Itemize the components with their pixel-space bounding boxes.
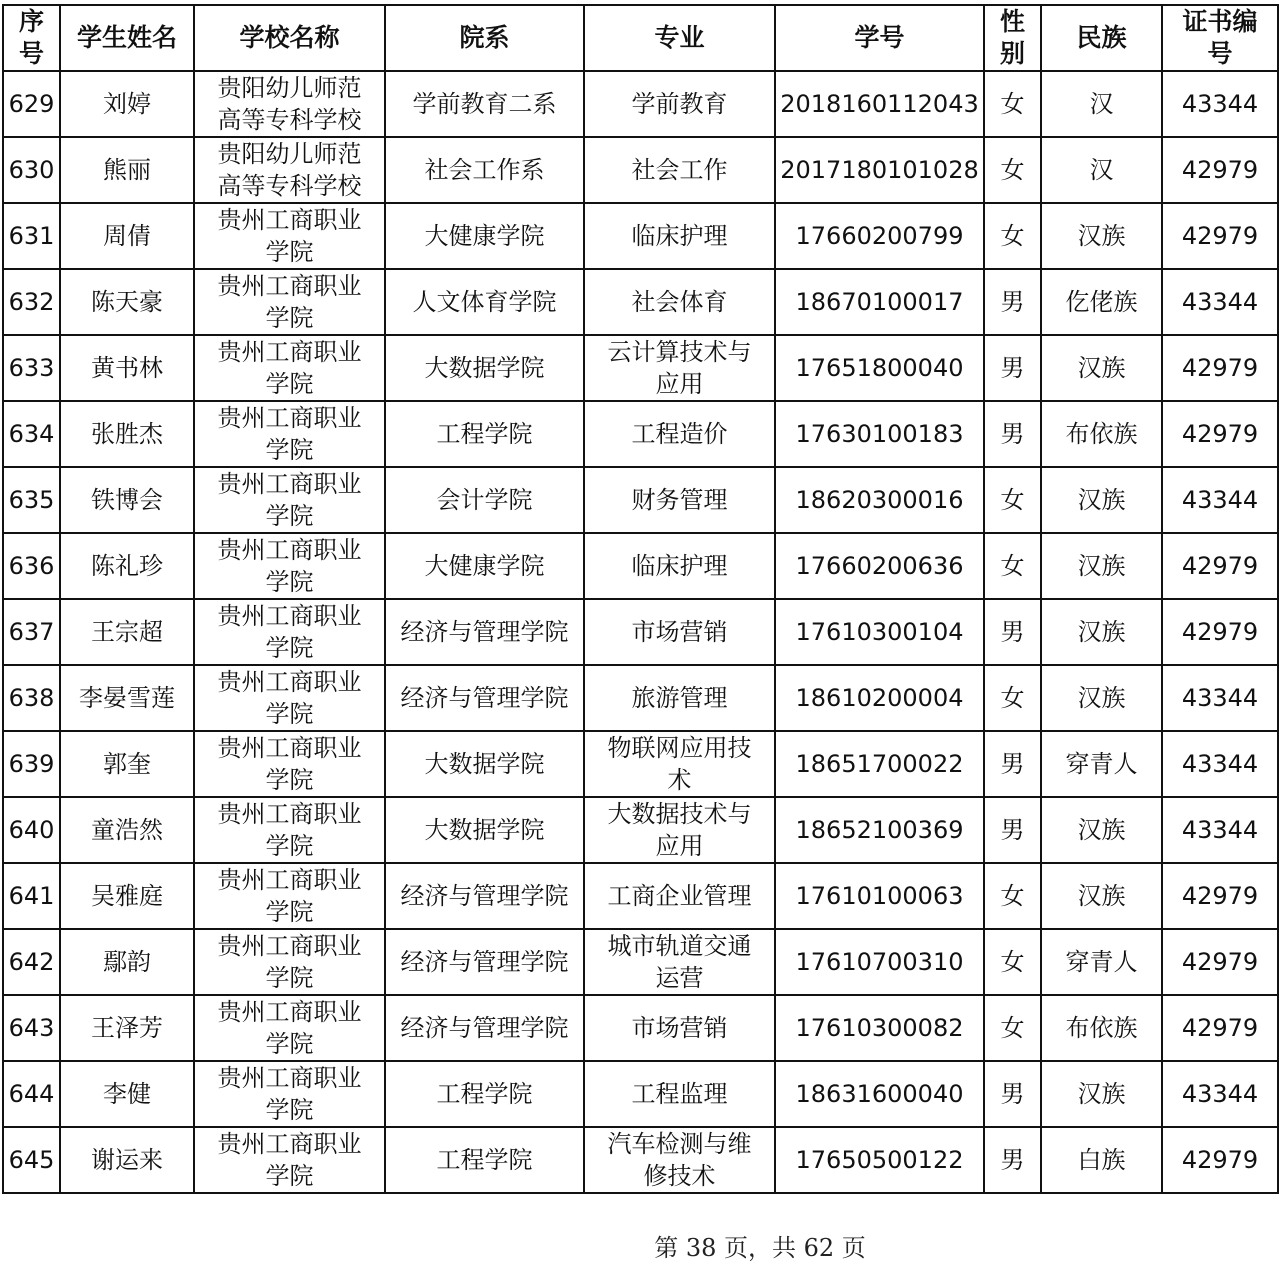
cell-major-line: 财务管理: [631, 486, 728, 514]
table-row: [3, 533, 1278, 599]
cell-school-line: 高等专科学校: [217, 172, 362, 200]
cell-seq: 641: [3, 863, 60, 929]
cell-major: [584, 929, 775, 995]
cell-ethnic: 汉族: [1041, 599, 1162, 665]
cell-seq: 629: [3, 71, 60, 137]
cell-major-line: 运营: [655, 964, 704, 992]
cell-cert: 43344: [1162, 71, 1278, 137]
cell-gender: 女: [984, 929, 1041, 995]
cell-major: [584, 137, 775, 203]
cell-gender: 女: [984, 71, 1041, 137]
table-row: [3, 71, 1278, 137]
cell-gender: 男: [984, 269, 1041, 335]
cell-dept: 经济与管理学院: [385, 929, 584, 995]
cell-ethnic: 白族: [1041, 1127, 1162, 1193]
cell-major: [584, 995, 775, 1061]
header-seq: 序 号: [3, 5, 60, 71]
cell-school-line: 贵州工商职业: [217, 272, 362, 300]
table-row: [3, 1127, 1278, 1193]
cell-major-line: 工商企业管理: [607, 882, 752, 910]
cell-major: [584, 665, 775, 731]
cell-major: [584, 863, 775, 929]
cell-student-id: 18610200004: [775, 665, 984, 731]
cell-ethnic: 汉族: [1041, 863, 1162, 929]
table-row: [3, 665, 1278, 731]
cell-student-name: 张胜杰: [60, 401, 194, 467]
cell-student-name: 吴雅庭: [60, 863, 194, 929]
cell-cert: 43344: [1162, 797, 1278, 863]
cell-dept: 大健康学院: [385, 203, 584, 269]
cell-school: [194, 929, 385, 995]
cell-student-name: 李晏雪莲: [60, 665, 194, 731]
cell-ethnic: 汉族: [1041, 335, 1162, 401]
table-row: [3, 269, 1278, 335]
cell-major: [584, 203, 775, 269]
cell-cert: 42979: [1162, 335, 1278, 401]
cell-seq: 638: [3, 665, 60, 731]
cell-school-line: 贵州工商职业: [217, 602, 362, 630]
cell-major-line: 临床护理: [631, 552, 728, 580]
cell-major-line: 云计算技术与: [607, 338, 752, 366]
cell-school-line: 贵州工商职业: [217, 536, 362, 564]
cell-seq: 643: [3, 995, 60, 1061]
cell-school: [194, 335, 385, 401]
cell-ethnic: 布依族: [1041, 401, 1162, 467]
cell-school-line: 贵州工商职业: [217, 668, 362, 696]
cell-school: [194, 401, 385, 467]
cell-school: [194, 599, 385, 665]
cell-student-id: 17651800040: [775, 335, 984, 401]
cell-student-id: 17660200636: [775, 533, 984, 599]
cell-seq: 642: [3, 929, 60, 995]
cell-ethnic: 汉族: [1041, 203, 1162, 269]
cell-student-name: 熊丽: [60, 137, 194, 203]
cell-cert: 43344: [1162, 467, 1278, 533]
cell-dept: 会计学院: [385, 467, 584, 533]
cell-school-line: 学院: [265, 634, 314, 662]
cell-seq: 630: [3, 137, 60, 203]
cell-cert: 42979: [1162, 599, 1278, 665]
cell-major: [584, 71, 775, 137]
cell-seq: 636: [3, 533, 60, 599]
cell-student-name: 陈天豪: [60, 269, 194, 335]
cell-school-line: 学院: [265, 1030, 314, 1058]
cell-major: [584, 401, 775, 467]
cell-student-name: 李健: [60, 1061, 194, 1127]
cell-major: [584, 335, 775, 401]
cell-cert: 42979: [1162, 137, 1278, 203]
cell-ethnic: 穿青人: [1041, 929, 1162, 995]
cell-major-line: 社会工作: [631, 156, 728, 184]
cell-dept: 大数据学院: [385, 335, 584, 401]
cell-school-line: 贵州工商职业: [217, 1064, 362, 1092]
page-footer: [0, 1228, 1280, 1263]
cell-cert: 43344: [1162, 665, 1278, 731]
cell-seq: 631: [3, 203, 60, 269]
table-row: [3, 401, 1278, 467]
cell-student-id: 2017180101028: [775, 137, 984, 203]
cell-dept: 工程学院: [385, 1061, 584, 1127]
cell-school: [194, 731, 385, 797]
cell-seq: 635: [3, 467, 60, 533]
cell-student-id: 17610100063: [775, 863, 984, 929]
cell-student-name: 黄书林: [60, 335, 194, 401]
cell-school-line: 学院: [265, 370, 314, 398]
cell-gender: 男: [984, 1061, 1041, 1127]
cell-dept: 经济与管理学院: [385, 995, 584, 1061]
cell-school-line: 学院: [265, 304, 314, 332]
cell-dept: 学前教育二系: [385, 71, 584, 137]
cell-ethnic: 汉族: [1041, 797, 1162, 863]
cell-seq: 634: [3, 401, 60, 467]
cell-seq: 637: [3, 599, 60, 665]
cell-school-line: 学院: [265, 1162, 314, 1190]
cell-major-line: 市场营销: [631, 1014, 728, 1042]
cell-cert: 42979: [1162, 995, 1278, 1061]
table-row: [3, 1061, 1278, 1127]
cell-school: [194, 797, 385, 863]
cell-gender: 女: [984, 863, 1041, 929]
header-gender: 性 别: [984, 5, 1041, 71]
cell-school: [194, 467, 385, 533]
cell-seq: 639: [3, 731, 60, 797]
cell-student-id: 17610700310: [775, 929, 984, 995]
cell-school-line: 学院: [265, 898, 314, 926]
roster-table: [2, 4, 1279, 1194]
cell-gender: 男: [984, 335, 1041, 401]
cell-cert: 42979: [1162, 863, 1278, 929]
cell-cert: 42979: [1162, 1127, 1278, 1193]
cell-school-line: 高等专科学校: [217, 106, 362, 134]
cell-cert: 43344: [1162, 269, 1278, 335]
roster-body: [3, 71, 1278, 1193]
cell-student-name: 王泽芳: [60, 995, 194, 1061]
cell-school-line: 学院: [265, 1096, 314, 1124]
cell-gender: 女: [984, 995, 1041, 1061]
cell-dept: 大健康学院: [385, 533, 584, 599]
table-row: [3, 731, 1278, 797]
cell-major: [584, 533, 775, 599]
cell-major-line: 应用: [655, 370, 704, 398]
header-row: [3, 5, 1278, 71]
cell-school-line: 贵州工商职业: [217, 470, 362, 498]
cell-school-line: 学院: [265, 964, 314, 992]
header-dept: 院系: [385, 5, 584, 71]
cell-student-id: 18652100369: [775, 797, 984, 863]
cell-school-line: 学院: [265, 832, 314, 860]
cell-student-id: 18651700022: [775, 731, 984, 797]
cell-cert: 42979: [1162, 203, 1278, 269]
cell-major-line: 城市轨道交通: [607, 932, 752, 960]
cell-ethnic: 汉: [1041, 137, 1162, 203]
cell-student-id: 17650500122: [775, 1127, 984, 1193]
cell-dept: 人文体育学院: [385, 269, 584, 335]
cell-student-name: 鄢韵: [60, 929, 194, 995]
cell-school: [194, 863, 385, 929]
cell-major: [584, 1127, 775, 1193]
cell-major: [584, 467, 775, 533]
cell-school: [194, 203, 385, 269]
cell-student-id: 17660200799: [775, 203, 984, 269]
cell-major-line: 临床护理: [631, 222, 728, 250]
cell-school-line: 学院: [265, 766, 314, 794]
cell-student-id: 18620300016: [775, 467, 984, 533]
header-student-id: 学号: [775, 5, 984, 71]
cell-ethnic: 汉族: [1041, 1061, 1162, 1127]
cell-gender: 女: [984, 467, 1041, 533]
page-number-text: 第 38 页，共 62 页: [654, 1234, 866, 1262]
cell-dept: 社会工作系: [385, 137, 584, 203]
cell-gender: 女: [984, 665, 1041, 731]
cell-major-line: 大数据技术与: [607, 800, 752, 828]
cell-school-line: 学院: [265, 700, 314, 728]
header-cert: 证书编 号: [1162, 5, 1278, 71]
cell-dept: 大数据学院: [385, 731, 584, 797]
cell-dept: 工程学院: [385, 1127, 584, 1193]
header-ethnic: 民族: [1041, 5, 1162, 71]
cell-school-line: 学院: [265, 502, 314, 530]
cell-major-line: 旅游管理: [631, 684, 728, 712]
cell-school: [194, 665, 385, 731]
cell-gender: 男: [984, 797, 1041, 863]
cell-school-line: 贵阳幼儿师范: [217, 74, 362, 102]
cell-student-name: 刘婷: [60, 71, 194, 137]
cell-student-id: 17610300104: [775, 599, 984, 665]
roster-table-container: [2, 4, 1277, 1194]
cell-student-name: 郭奎: [60, 731, 194, 797]
cell-gender: 男: [984, 731, 1041, 797]
cell-major: [584, 599, 775, 665]
cell-major: [584, 1061, 775, 1127]
cell-student-id: 17610300082: [775, 995, 984, 1061]
table-row: [3, 137, 1278, 203]
cell-school-line: 贵州工商职业: [217, 800, 362, 828]
cell-school: [194, 269, 385, 335]
cell-dept: 经济与管理学院: [385, 665, 584, 731]
cell-major: [584, 731, 775, 797]
cell-student-id: 17630100183: [775, 401, 984, 467]
table-row: [3, 335, 1278, 401]
cell-student-name: 铁博会: [60, 467, 194, 533]
table-row: [3, 599, 1278, 665]
cell-school-line: 贵阳幼儿师范: [217, 140, 362, 168]
cell-ethnic: 穿青人: [1041, 731, 1162, 797]
cell-school: [194, 137, 385, 203]
cell-major-line: 物联网应用技: [607, 734, 752, 762]
cell-cert: 43344: [1162, 731, 1278, 797]
cell-student-name: 童浩然: [60, 797, 194, 863]
cell-school: [194, 533, 385, 599]
header-major: 专业: [584, 5, 775, 71]
cell-major-line: 工程造价: [631, 420, 728, 448]
cell-student-name: 陈礼珍: [60, 533, 194, 599]
cell-student-id: 2018160112043: [775, 71, 984, 137]
table-row: [3, 863, 1278, 929]
cell-major-line: 市场营销: [631, 618, 728, 646]
cell-gender: 女: [984, 203, 1041, 269]
cell-ethnic: 汉族: [1041, 665, 1162, 731]
cell-major-line: 工程监理: [631, 1080, 728, 1108]
cell-school-line: 贵州工商职业: [217, 404, 362, 432]
cell-ethnic: 汉族: [1041, 533, 1162, 599]
cell-school-line: 贵州工商职业: [217, 1130, 362, 1158]
cell-student-name: 周倩: [60, 203, 194, 269]
cell-seq: 632: [3, 269, 60, 335]
cell-major-line: 汽车检测与维: [607, 1130, 752, 1158]
cell-ethnic: 汉族: [1041, 467, 1162, 533]
cell-student-name: 谢运来: [60, 1127, 194, 1193]
cell-gender: 男: [984, 401, 1041, 467]
cell-dept: 工程学院: [385, 401, 584, 467]
cell-student-id: 18631600040: [775, 1061, 984, 1127]
cell-major: [584, 269, 775, 335]
header-name: 学生姓名: [60, 5, 194, 71]
cell-ethnic: 汉: [1041, 71, 1162, 137]
cell-school-line: 贵州工商职业: [217, 734, 362, 762]
cell-gender: 女: [984, 533, 1041, 599]
cell-school-line: 学院: [265, 238, 314, 266]
cell-major-line: 社会体育: [631, 288, 728, 316]
cell-student-name: 王宗超: [60, 599, 194, 665]
cell-school-line: 贵州工商职业: [217, 932, 362, 960]
cell-major-line: 修技术: [643, 1162, 716, 1190]
cell-school: [194, 995, 385, 1061]
cell-school: [194, 1127, 385, 1193]
cell-gender: 男: [984, 599, 1041, 665]
cell-school-line: 贵州工商职业: [217, 866, 362, 894]
table-row: [3, 929, 1278, 995]
cell-major-line: 术: [667, 766, 692, 794]
cell-dept: 经济与管理学院: [385, 599, 584, 665]
cell-school-line: 贵州工商职业: [217, 338, 362, 366]
cell-ethnic: 仡佬族: [1041, 269, 1162, 335]
cell-dept: 经济与管理学院: [385, 863, 584, 929]
cell-cert: 42979: [1162, 533, 1278, 599]
table-row: [3, 203, 1278, 269]
cell-major-line: 应用: [655, 832, 704, 860]
table-row: [3, 995, 1278, 1061]
cell-seq: 633: [3, 335, 60, 401]
cell-school: [194, 71, 385, 137]
cell-major-line: 学前教育: [631, 90, 728, 118]
cell-school: [194, 1061, 385, 1127]
cell-seq: 644: [3, 1061, 60, 1127]
header-school: 学校名称: [194, 5, 385, 71]
cell-school-line: 学院: [265, 568, 314, 596]
cell-student-id: 18670100017: [775, 269, 984, 335]
cell-seq: 645: [3, 1127, 60, 1193]
cell-school-line: 学院: [265, 436, 314, 464]
cell-school-line: 贵州工商职业: [217, 998, 362, 1026]
table-row: [3, 467, 1278, 533]
cell-cert: 43344: [1162, 1061, 1278, 1127]
cell-dept: 大数据学院: [385, 797, 584, 863]
cell-major: [584, 797, 775, 863]
cell-gender: 男: [984, 1127, 1041, 1193]
cell-ethnic: 布依族: [1041, 995, 1162, 1061]
cell-gender: 女: [984, 137, 1041, 203]
cell-cert: 42979: [1162, 401, 1278, 467]
cell-school-line: 贵州工商职业: [217, 206, 362, 234]
cell-cert: 42979: [1162, 929, 1278, 995]
cell-seq: 640: [3, 797, 60, 863]
table-row: [3, 797, 1278, 863]
